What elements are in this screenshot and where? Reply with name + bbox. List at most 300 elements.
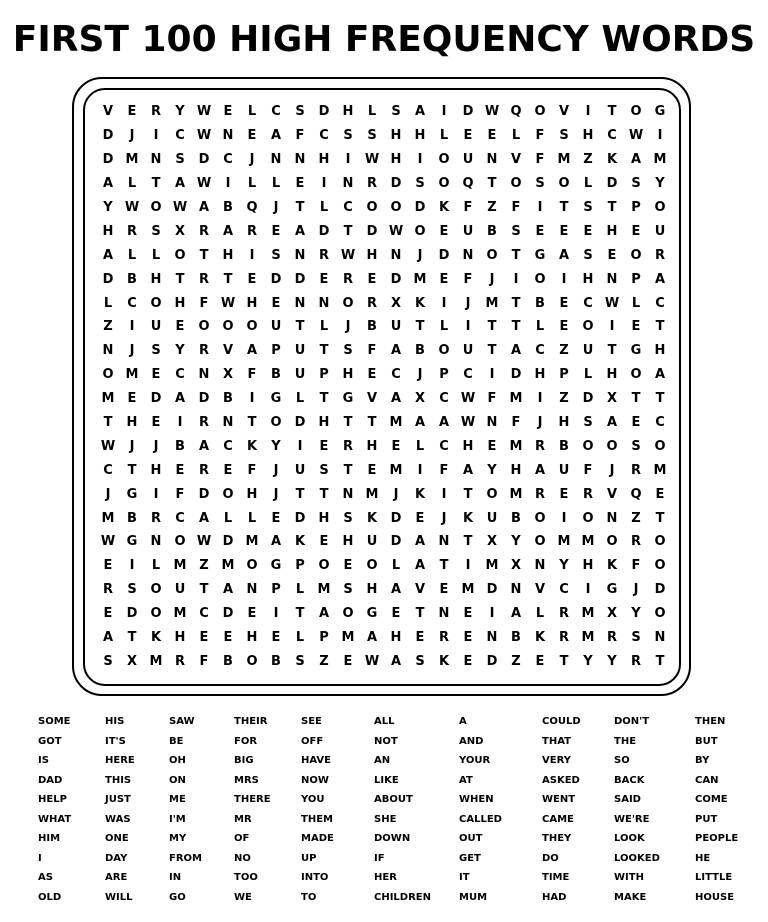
grid-letter[interactable]: S xyxy=(343,343,353,359)
grid-letter[interactable]: B xyxy=(559,438,569,454)
grid-letter[interactable]: B xyxy=(223,653,233,669)
grid-letter[interactable]: X xyxy=(222,367,234,383)
grid-letter[interactable]: A xyxy=(510,343,522,359)
grid-letter[interactable]: A xyxy=(390,343,402,359)
grid-letter[interactable]: T xyxy=(319,391,329,407)
grid-letter[interactable]: O xyxy=(534,271,546,287)
grid-letter[interactable]: U xyxy=(462,343,474,359)
grid-letter[interactable]: C xyxy=(439,391,449,407)
grid-letter[interactable]: T xyxy=(559,653,569,669)
grid-letter[interactable]: N xyxy=(222,415,234,431)
grid-letter[interactable]: X xyxy=(606,606,618,622)
grid-letter[interactable]: U xyxy=(294,367,306,383)
grid-letter[interactable]: E xyxy=(391,606,401,622)
grid-letter[interactable]: O xyxy=(606,534,618,550)
grid-letter[interactable]: O xyxy=(150,582,162,598)
grid-letter[interactable]: E xyxy=(271,630,281,646)
grid-letter[interactable]: H xyxy=(246,486,258,502)
grid-letter[interactable]: S xyxy=(295,653,305,669)
grid-letter[interactable]: X xyxy=(174,223,186,239)
grid-letter[interactable]: W xyxy=(484,104,500,120)
grid-letter[interactable]: Z xyxy=(487,200,497,215)
grid-letter[interactable]: U xyxy=(558,462,570,478)
grid-letter[interactable]: I xyxy=(537,391,543,407)
grid-letter[interactable]: T xyxy=(343,415,353,431)
grid-letter[interactable]: W xyxy=(196,534,212,550)
grid-letter[interactable]: F xyxy=(535,128,545,144)
grid-letter[interactable]: M xyxy=(317,582,331,598)
grid-letter[interactable]: F xyxy=(487,391,497,407)
grid-letter[interactable]: V xyxy=(510,152,522,168)
grid-letter[interactable]: L xyxy=(439,128,449,144)
grid-letter[interactable]: E xyxy=(535,653,545,669)
grid-letter[interactable]: E xyxy=(223,630,233,646)
grid-letter[interactable]: H xyxy=(342,367,354,383)
grid-letter[interactable]: T xyxy=(463,486,473,502)
grid-letter[interactable]: K xyxy=(462,510,474,526)
grid-letter[interactable]: P xyxy=(319,367,329,383)
grid-letter[interactable]: C xyxy=(607,128,617,144)
grid-letter[interactable]: O xyxy=(414,223,426,239)
grid-letter[interactable]: R xyxy=(606,630,617,646)
grid-letter[interactable]: B xyxy=(367,319,377,335)
grid-letter[interactable]: M xyxy=(485,558,499,574)
grid-letter[interactable]: G xyxy=(654,104,666,120)
grid-letter[interactable]: R xyxy=(102,582,113,598)
grid-letter[interactable]: O xyxy=(486,486,498,502)
grid-letter[interactable]: V xyxy=(414,582,426,598)
grid-letter[interactable]: S xyxy=(319,462,329,478)
grid-letter[interactable]: M xyxy=(557,152,571,168)
grid-letter[interactable]: M xyxy=(557,534,571,550)
grid-letter[interactable]: R xyxy=(366,295,377,311)
grid-letter[interactable]: R xyxy=(582,486,593,502)
grid-letter[interactable]: X xyxy=(486,534,498,550)
grid-letter[interactable]: O xyxy=(246,319,258,335)
grid-letter[interactable]: D xyxy=(294,271,306,287)
grid-letter[interactable]: E xyxy=(151,415,161,431)
grid-letter[interactable]: O xyxy=(366,558,378,574)
grid-letter[interactable]: O xyxy=(630,247,642,263)
grid-letter[interactable]: Z xyxy=(631,510,641,526)
grid-letter[interactable]: G xyxy=(126,486,138,502)
grid-letter[interactable]: C xyxy=(103,462,113,478)
grid-letter[interactable]: F xyxy=(199,295,209,311)
grid-letter[interactable]: E xyxy=(631,415,641,431)
grid-letter[interactable]: Q xyxy=(510,104,522,120)
grid-letter[interactable]: C xyxy=(199,606,209,622)
grid-letter[interactable]: D xyxy=(222,534,234,550)
grid-letter[interactable]: V xyxy=(606,486,618,502)
grid-letter[interactable]: M xyxy=(461,582,475,598)
grid-letter[interactable]: I xyxy=(465,319,471,335)
grid-letter[interactable]: S xyxy=(631,630,641,646)
grid-letter[interactable]: A xyxy=(174,176,186,192)
grid-letter[interactable]: A xyxy=(390,391,402,407)
grid-letter[interactable]: H xyxy=(342,104,354,120)
grid-letter[interactable]: X xyxy=(126,653,138,669)
grid-letter[interactable]: D xyxy=(222,606,234,622)
grid-letter[interactable]: G xyxy=(126,534,138,550)
grid-letter[interactable]: J xyxy=(489,271,495,287)
grid-letter[interactable]: I xyxy=(489,367,495,383)
grid-letter[interactable]: T xyxy=(295,319,305,335)
grid-letter[interactable]: I xyxy=(153,486,159,502)
grid-letter[interactable]: N xyxy=(606,271,618,287)
grid-letter[interactable]: V xyxy=(102,104,114,120)
grid-letter[interactable]: V xyxy=(366,391,378,407)
grid-letter[interactable]: E xyxy=(415,630,425,646)
grid-letter[interactable]: K xyxy=(438,653,450,669)
grid-letter[interactable]: A xyxy=(390,582,402,598)
grid-letter[interactable]: R xyxy=(654,247,665,263)
grid-letter[interactable]: M xyxy=(389,462,403,478)
grid-letter[interactable]: P xyxy=(439,367,449,383)
grid-letter[interactable]: U xyxy=(294,462,306,478)
grid-letter[interactable]: E xyxy=(391,438,401,454)
grid-letter[interactable]: E xyxy=(271,295,281,311)
grid-letter[interactable]: J xyxy=(537,415,543,431)
grid-letter[interactable]: M xyxy=(125,152,139,168)
grid-letter[interactable]: W xyxy=(364,152,380,168)
grid-letter[interactable]: E xyxy=(271,223,281,239)
grid-letter[interactable]: J xyxy=(129,128,135,144)
grid-letter[interactable]: D xyxy=(390,176,402,192)
grid-letter[interactable]: G xyxy=(606,582,618,598)
grid-letter[interactable]: A xyxy=(510,606,522,622)
grid-letter[interactable]: I xyxy=(441,486,447,502)
grid-letter[interactable]: L xyxy=(103,295,113,311)
grid-letter[interactable]: H xyxy=(558,415,570,431)
grid-letter[interactable]: U xyxy=(654,223,666,239)
grid-letter[interactable]: Y xyxy=(511,534,521,550)
grid-letter[interactable]: A xyxy=(270,534,282,550)
grid-letter[interactable]: A xyxy=(414,104,426,120)
grid-letter[interactable]: C xyxy=(223,152,233,168)
grid-letter[interactable]: T xyxy=(511,247,521,263)
grid-letter[interactable]: D xyxy=(390,510,402,526)
grid-letter[interactable]: N xyxy=(102,343,114,359)
grid-letter[interactable]: E xyxy=(247,271,257,287)
grid-letter[interactable]: I xyxy=(225,176,231,192)
grid-letter[interactable]: A xyxy=(558,247,570,263)
grid-letter[interactable]: R xyxy=(198,223,209,239)
grid-letter[interactable]: M xyxy=(149,653,163,669)
grid-letter[interactable]: H xyxy=(318,510,330,526)
grid-letter[interactable]: M xyxy=(389,415,403,431)
grid-letter[interactable]: E xyxy=(463,653,473,669)
grid-letter[interactable]: R xyxy=(150,510,161,526)
grid-letter[interactable]: S xyxy=(127,582,137,598)
grid-letter[interactable]: B xyxy=(271,653,281,669)
grid-letter[interactable]: E xyxy=(463,630,473,646)
grid-letter[interactable]: D xyxy=(366,223,378,239)
grid-letter[interactable]: Z xyxy=(559,343,569,359)
grid-letter[interactable]: H xyxy=(390,152,402,168)
grid-letter[interactable]: B xyxy=(271,367,281,383)
grid-letter[interactable]: D xyxy=(102,128,114,144)
grid-letter[interactable]: L xyxy=(271,176,281,192)
grid-letter[interactable]: F xyxy=(175,486,185,502)
grid-letter[interactable]: L xyxy=(535,319,545,335)
grid-letter[interactable]: W xyxy=(124,200,140,215)
grid-letter[interactable]: S xyxy=(391,104,401,120)
grid-letter[interactable]: S xyxy=(415,176,425,192)
grid-letter[interactable]: T xyxy=(223,271,233,287)
grid-letter[interactable]: W xyxy=(460,415,476,431)
grid-letter[interactable]: W xyxy=(628,128,644,144)
grid-letter[interactable]: T xyxy=(103,415,113,431)
grid-letter[interactable]: J xyxy=(393,486,399,502)
grid-letter[interactable]: C xyxy=(463,367,473,383)
grid-letter[interactable]: I xyxy=(153,128,159,144)
grid-letter[interactable]: T xyxy=(607,104,617,120)
grid-letter[interactable]: O xyxy=(510,176,522,192)
grid-letter[interactable]: S xyxy=(583,247,593,263)
grid-letter[interactable]: L xyxy=(151,247,161,263)
grid-letter[interactable]: H xyxy=(366,582,378,598)
grid-letter[interactable]: B xyxy=(127,510,137,526)
grid-letter[interactable]: H xyxy=(606,223,618,239)
grid-letter[interactable]: O xyxy=(438,176,450,192)
grid-letter[interactable]: N xyxy=(198,367,210,383)
grid-letter[interactable]: N xyxy=(342,486,354,502)
grid-letter[interactable]: K xyxy=(414,295,426,311)
grid-letter[interactable]: P xyxy=(559,367,569,383)
grid-letter[interactable]: L xyxy=(583,176,593,192)
grid-letter[interactable]: U xyxy=(462,152,474,168)
grid-letter[interactable]: C xyxy=(175,128,185,144)
grid-letter[interactable]: Y xyxy=(487,462,497,478)
grid-letter[interactable]: I xyxy=(537,200,543,215)
grid-letter[interactable]: J xyxy=(609,462,615,478)
grid-letter[interactable]: U xyxy=(582,343,594,359)
grid-letter[interactable]: V xyxy=(558,104,570,120)
grid-letter[interactable]: O xyxy=(438,343,450,359)
grid-letter[interactable]: O xyxy=(246,558,258,574)
grid-letter[interactable]: I xyxy=(513,271,519,287)
grid-letter[interactable]: E xyxy=(247,606,257,622)
grid-letter[interactable]: Z xyxy=(511,653,521,669)
grid-letter[interactable]: E xyxy=(559,486,569,502)
grid-letter[interactable]: O xyxy=(534,510,546,526)
grid-letter[interactable]: O xyxy=(366,200,378,215)
grid-letter[interactable]: M xyxy=(173,558,187,574)
grid-letter[interactable]: H xyxy=(150,271,162,287)
grid-letter[interactable]: N xyxy=(486,152,498,168)
grid-letter[interactable]: N xyxy=(486,415,498,431)
grid-letter[interactable]: D xyxy=(582,391,594,407)
grid-letter[interactable]: A xyxy=(438,415,450,431)
grid-letter[interactable]: K xyxy=(246,438,258,454)
grid-letter[interactable]: T xyxy=(127,462,137,478)
grid-letter[interactable]: S xyxy=(583,415,593,431)
grid-letter[interactable]: J xyxy=(633,582,639,598)
grid-letter[interactable]: H xyxy=(534,367,546,383)
grid-letter[interactable]: L xyxy=(511,128,521,144)
grid-letter[interactable]: J xyxy=(465,295,471,311)
grid-letter[interactable]: O xyxy=(654,200,666,215)
grid-letter[interactable]: F xyxy=(511,200,521,215)
grid-letter[interactable]: M xyxy=(581,630,595,646)
grid-letter[interactable]: Z xyxy=(559,391,569,407)
grid-letter[interactable]: E xyxy=(631,223,641,239)
grid-letter[interactable]: E xyxy=(343,558,353,574)
grid-letter[interactable]: M xyxy=(509,391,523,407)
grid-letter[interactable]: L xyxy=(415,438,425,454)
grid-letter[interactable]: Y xyxy=(631,606,641,622)
grid-letter[interactable]: C xyxy=(175,367,185,383)
grid-letter[interactable]: W xyxy=(388,223,404,239)
grid-letter[interactable]: K xyxy=(606,152,618,168)
grid-letter[interactable]: K xyxy=(606,558,618,574)
grid-letter[interactable]: F xyxy=(295,128,305,144)
grid-letter[interactable]: J xyxy=(273,200,279,215)
grid-letter[interactable]: H xyxy=(390,630,402,646)
grid-letter[interactable]: N xyxy=(606,510,618,526)
grid-letter[interactable]: P xyxy=(271,582,281,598)
grid-letter[interactable]: L xyxy=(367,104,377,120)
grid-letter[interactable]: M xyxy=(509,486,523,502)
grid-letter[interactable]: T xyxy=(295,486,305,502)
grid-letter[interactable]: C xyxy=(391,367,401,383)
grid-letter[interactable]: I xyxy=(273,606,279,622)
grid-letter[interactable]: O xyxy=(654,558,666,574)
grid-letter[interactable]: H xyxy=(462,438,474,454)
grid-letter[interactable]: O xyxy=(582,510,594,526)
grid-letter[interactable]: T xyxy=(439,558,449,574)
grid-letter[interactable]: E xyxy=(559,223,569,239)
grid-letter[interactable]: C xyxy=(559,582,569,598)
grid-letter[interactable]: N xyxy=(342,176,354,192)
grid-letter[interactable]: S xyxy=(415,653,425,669)
grid-letter[interactable]: E xyxy=(223,104,233,120)
grid-letter[interactable]: H xyxy=(318,415,330,431)
grid-letter[interactable]: O xyxy=(150,606,162,622)
grid-letter[interactable]: O xyxy=(198,319,210,335)
grid-letter[interactable]: K xyxy=(414,486,426,502)
grid-letter[interactable]: E xyxy=(559,319,569,335)
grid-letter[interactable]: U xyxy=(486,510,498,526)
grid-letter[interactable]: E xyxy=(199,630,209,646)
grid-letter[interactable]: D xyxy=(390,271,402,287)
grid-letter[interactable]: R xyxy=(534,438,545,454)
grid-letter[interactable]: M xyxy=(581,606,595,622)
grid-letter[interactable]: E xyxy=(367,367,377,383)
grid-letter[interactable]: T xyxy=(343,223,353,239)
grid-letter[interactable]: H xyxy=(318,152,330,168)
grid-letter[interactable]: T xyxy=(655,391,665,407)
grid-letter[interactable]: A xyxy=(414,558,426,574)
grid-letter[interactable]: D xyxy=(270,271,282,287)
grid-letter[interactable]: R xyxy=(630,653,641,669)
grid-letter[interactable]: M xyxy=(413,271,427,287)
grid-letter[interactable]: A xyxy=(654,271,666,287)
grid-letter[interactable]: A xyxy=(390,653,402,669)
grid-letter[interactable]: D xyxy=(318,223,330,239)
grid-letter[interactable]: H xyxy=(510,462,522,478)
grid-letter[interactable]: E xyxy=(439,223,449,239)
grid-letter[interactable]: I xyxy=(129,319,135,335)
grid-letter[interactable]: T xyxy=(487,176,497,192)
grid-letter[interactable]: A xyxy=(198,200,210,215)
grid-letter[interactable]: I xyxy=(249,391,255,407)
grid-letter[interactable]: E xyxy=(175,462,185,478)
grid-letter[interactable]: N xyxy=(150,534,162,550)
grid-letter[interactable]: W xyxy=(172,200,188,215)
grid-letter[interactable]: E xyxy=(127,104,137,120)
grid-letter[interactable]: D xyxy=(606,176,618,192)
grid-letter[interactable]: T xyxy=(367,415,377,431)
grid-letter[interactable]: L xyxy=(319,200,329,215)
grid-letter[interactable]: B xyxy=(415,343,425,359)
grid-letter[interactable]: I xyxy=(585,104,591,120)
grid-letter[interactable]: M xyxy=(653,152,667,168)
grid-letter[interactable]: S xyxy=(583,200,593,215)
grid-letter[interactable]: I xyxy=(609,319,615,335)
grid-letter[interactable]: D xyxy=(126,606,138,622)
grid-letter[interactable]: T xyxy=(607,343,617,359)
grid-letter[interactable]: E xyxy=(103,558,113,574)
grid-letter[interactable]: A xyxy=(318,606,330,622)
grid-letter[interactable]: R xyxy=(198,462,209,478)
grid-letter[interactable]: N xyxy=(150,152,162,168)
grid-letter[interactable]: J xyxy=(129,438,135,454)
grid-letter[interactable]: O xyxy=(270,415,282,431)
grid-letter[interactable]: O xyxy=(342,295,354,311)
grid-letter[interactable]: D xyxy=(462,104,474,120)
grid-letter[interactable]: P xyxy=(319,630,329,646)
grid-letter[interactable]: O xyxy=(342,606,354,622)
grid-letter[interactable]: Q xyxy=(462,176,474,192)
grid-letter[interactable]: C xyxy=(223,438,233,454)
grid-letter[interactable]: I xyxy=(441,295,447,311)
grid-letter[interactable]: U xyxy=(294,343,306,359)
grid-letter[interactable]: G xyxy=(366,606,378,622)
grid-letter[interactable]: T xyxy=(295,200,305,215)
grid-letter[interactable]: R xyxy=(342,438,353,454)
grid-letter[interactable]: J xyxy=(249,152,255,168)
grid-letter[interactable]: T xyxy=(319,343,329,359)
grid-letter[interactable]: L xyxy=(295,630,305,646)
grid-letter[interactable]: D xyxy=(486,653,498,669)
grid-letter[interactable]: E xyxy=(319,534,329,550)
grid-letter[interactable]: H xyxy=(246,630,258,646)
grid-letter[interactable]: E xyxy=(487,128,497,144)
grid-letter[interactable]: A xyxy=(102,630,114,646)
grid-letter[interactable]: A xyxy=(606,415,618,431)
grid-letter[interactable]: P xyxy=(271,343,281,359)
grid-letter[interactable]: O xyxy=(654,438,666,454)
grid-letter[interactable]: M xyxy=(485,295,499,311)
grid-letter[interactable]: L xyxy=(295,391,305,407)
grid-letter[interactable]: I xyxy=(321,176,327,192)
grid-letter[interactable]: E xyxy=(271,510,281,526)
grid-letter[interactable]: O xyxy=(486,247,498,263)
grid-letter[interactable]: R xyxy=(150,104,161,120)
grid-letter[interactable]: C xyxy=(655,415,665,431)
grid-letter[interactable]: O xyxy=(582,438,594,454)
grid-letter[interactable]: H xyxy=(126,415,138,431)
grid-letter[interactable]: W xyxy=(196,128,212,144)
grid-letter[interactable]: I xyxy=(657,128,663,144)
grid-letter[interactable]: T xyxy=(415,606,425,622)
grid-letter[interactable]: N xyxy=(390,247,402,263)
grid-letter[interactable]: A xyxy=(198,510,210,526)
grid-letter[interactable]: N xyxy=(438,606,450,622)
grid-letter[interactable]: F xyxy=(463,200,473,215)
grid-letter[interactable]: M xyxy=(125,367,139,383)
